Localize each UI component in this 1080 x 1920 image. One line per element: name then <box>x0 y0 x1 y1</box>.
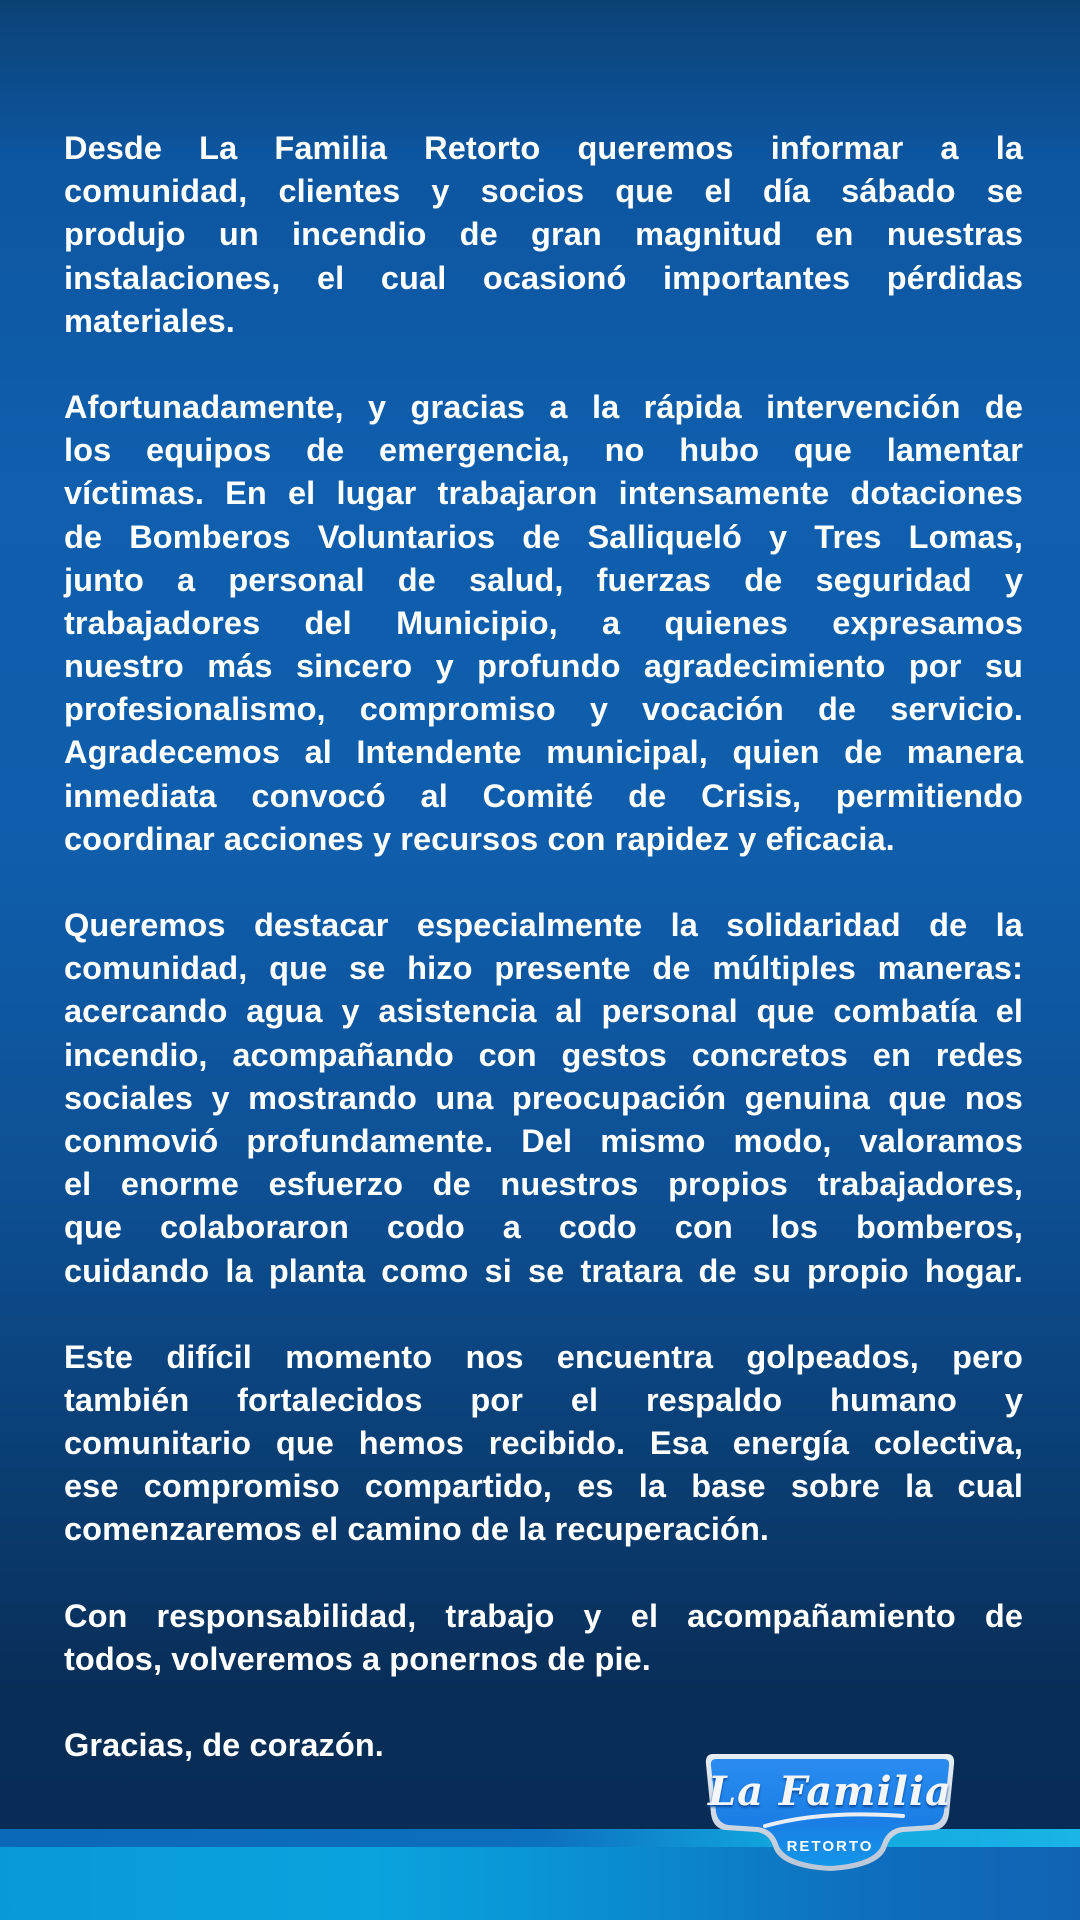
text-line: conmovió profundamente. Del mismo modo, valoramos <box>64 1122 1023 1159</box>
text-line: los equipos de emergencia, no hubo que lamentar <box>64 432 1023 469</box>
paragraph-4 <box>64 1336 1023 1552</box>
text-line: el enorme esfuerzo de nuestros propios trabajadores, <box>64 1166 1023 1203</box>
text-line: Desde La Familia Retorto queremos informar a la <box>64 130 1023 166</box>
text-line: comenzaremos el camino de la recuperación. <box>64 1511 770 1548</box>
paragraph-1 <box>64 127 1023 343</box>
text-line: Queremos destacar especialmente la solidaridad de la <box>64 907 1023 943</box>
paragraph-2 <box>64 386 1023 861</box>
text-line: también fortalecidos por el respaldo humano y <box>64 1381 1023 1418</box>
text-line: todos, volveremos a ponernos de pie. <box>64 1640 651 1677</box>
text-line: trabajadores del Municipio, a quienes expresamos <box>64 604 1023 641</box>
paragraph-3 <box>64 904 1023 1293</box>
text-line: Afortunadamente, y gracias a la rápida intervención de <box>64 388 1023 425</box>
announcement-text <box>64 127 1023 1810</box>
text-line: cuidando la planta como si se tratara de su propio hogar. <box>64 1252 1023 1289</box>
text-line: materiales. <box>64 302 235 339</box>
text-line: profesionalismo, compromiso y vocación de servicio. <box>64 691 1023 728</box>
text-line: víctimas. En el lugar trabajaron intensamente dotaciones <box>64 475 1023 512</box>
text-line: de Bomberos Voluntarios de Salliqueló y Tres Lomas, <box>64 518 1023 555</box>
text-line: comunidad, clientes y socios que el día sábado se <box>64 173 1023 210</box>
text-line: comunidad, que se hizo presente de múltiples maneras: <box>64 950 1023 987</box>
logo-script-text: La Familia <box>708 1768 952 1815</box>
text-line: produjo un incendio de gran magnitud en nuestras <box>64 216 1023 253</box>
text-line: nuestro más sincero y profundo agradecimiento por su <box>64 648 1023 685</box>
text-line: que colaboraron codo a codo con los bomberos, <box>64 1209 1023 1246</box>
text-line: incendio, acompañando con gestos concretos en redes <box>64 1036 1023 1073</box>
brand-logo <box>703 1752 957 1874</box>
logo-sub-text: RETORTO <box>786 1838 874 1855</box>
text-line: comunitario que hemos recibido. Esa energía colectiva, <box>64 1425 1023 1462</box>
text-line: junto a personal de salud, fuerzas de seguridad y <box>64 561 1023 598</box>
text-line: acercando agua y asistencia al personal que combatía el <box>64 993 1023 1030</box>
text-line: inmediata convocó al Comité de Crisis, permitiendo <box>64 777 1023 814</box>
text-line: ese compromiso compartido, es la base sobre la cual <box>64 1468 1023 1505</box>
text-line: instalaciones, el cual ocasionó importantes pérdidas <box>64 259 1023 296</box>
text-line: coordinar acciones y recursos con rapidez y eficacia. <box>64 820 895 857</box>
text-line: sociales y mostrando una preocupación genuina que nos <box>64 1079 1023 1116</box>
text-line: Con responsabilidad, trabajo y el acompañamiento de <box>64 1597 1023 1634</box>
text-line: Agradecemos al Intendente municipal, quien de manera <box>64 734 1023 771</box>
text-line: Gracias, de corazón. <box>64 1727 384 1763</box>
text-line: Este difícil momento nos encuentra golpeados, pero <box>64 1338 1023 1375</box>
paragraph-5 <box>64 1595 1023 1681</box>
